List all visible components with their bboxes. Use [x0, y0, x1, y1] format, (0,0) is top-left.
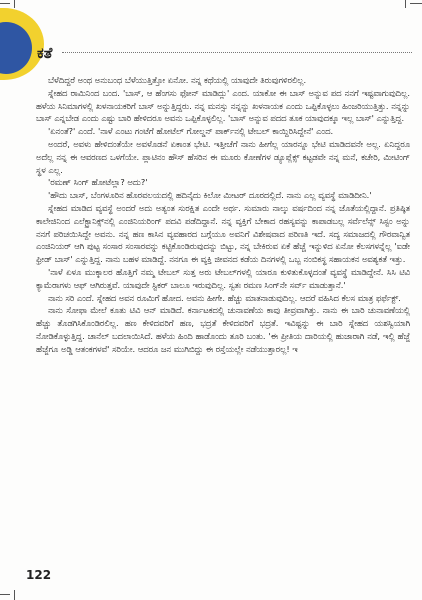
body-paragraph: ನಾನು ಸೋಫಾ ಮೇಲೆ ಕೂತು ಟಿವಿ ಆನ್ ಮಾಡಿದೆ. ಕರ್ನಾಟಕದಲ್ಲಿ ಚುನಾವಣೆಯ ಕಾವು ತೀವ್ರವಾಗಿತ್ತು. ನಾನು ಈ ಬಾರಿ ಚುನಾವಣೆಯಲ್ಲಿ ಹೆಚ್ಚು ತೊಡಗಿಸಿಕೊಂಡಿರಲಿಲ್ಲ. ಹಣ ಕೇಳಿದವರಿಗೆ ಹಣ, ಭದ್ರತೆ ಕೇಳಿದವರಿಗೆ ಭದ್ರತೆ. ಇವಿಷ್ಟನ್ನು ಈ ಬಾರಿ ಸ್ನೇಹದ ಯಶಸ್ವಿಯಾಗಿ ನೋಡಿಕೊಳ್ಳುತ್ತಿದ್ದ. ಚಾನೆಲ್ ಬದಲಾಯಿಸಿದೆ. ಹಳೆಯ ಹಿಂದಿ ಹಾಡೊಂದು ತೂರಿ ಬಂತು. 'ಈ ಪ್ರೀತಿಯ ದಾರಿಯಲ್ಲಿ ಹುಜಾರಾಗಿ ನಡೆ, ಇಲ್ಲಿ ಹೆಜ್ಜೆ ಹೆಜ್ಜೆಗೂ ಅಡ್ಡಿ ಆತಂಕಗಳವೆ' ಸರಿಯೇ. ಆದರೂ ಜನ ಮುಗಿಬಿದ್ದು ಈ ರಸ್ತೆಯಲ್ಲೇ ನಡೆಯುತ್ತಾರಲ್ಲ! ಇ	[36, 305, 410, 354]
crop-mark-top-right	[410, 3, 422, 4]
body-text	[36, 74, 410, 356]
heading-dotted-rule	[62, 52, 412, 53]
body-paragraph: 'ರಮಣ್ ಸಿಂಗ್ ಹೋಟೆಲ್ಲಾ? ಅದು?'	[48, 177, 148, 188]
body-paragraph: ನಾನು ಸರಿ ಎಂದೆ. ಸ್ನೇಹದ ಅವನ ರೂಮಿಗೆ ಹೋದ. ಅವನು ಹೀಗೇ. ಹೆಚ್ಚು ಮಾತನಾಡುವುದಿಲ್ಲ. ಆದರೆ ವಹಿಸಿದ ಕೆಲಸ ಮಾತ್ರ ಫರ್ಫೆಕ್ಟ್.	[48, 292, 401, 303]
body-paragraph: ಸ್ನೇಹದ ರಾಮಿನಿಂದ ಬಂದ. 'ಬಾಸ್, ಆ ಹೆಂಗಸು ಫೋನ್ ಮಾಡಿದ್ಲು' ಎಂದ. ಯಾಕೋ ಈ ಬಾಸ್ ಅನ್ನುವ ಪದ ನನಗೆ ಇಷ್ಟವಾಗುವುದಿಲ್ಲ. ಹಳೆಯ ಸಿನಿಮಾಗಳಲ್ಲಿ ಖಳನಾಯಕರಿಗೆ ಬಾಸ್ ಅನ್ನುತ್ತಿದ್ದರು. ನನ್ನ ಮನಸ್ಸು ನನ್ನನ್ನು ಖಳನಾಯಕ ಎಂದು ಒಪ್ಪಿಕೊಳ್ಳಲು ಹಿಂಜರಿಯುತ್ತಿತ್ತು. ನನ್ನನ್ನು ಬಾಸ್ ಎನ್ನಬೇಡ ಎಂದು ಎಷ್ಟು ಬಾರಿ ಹೇಳಿದರೂ ಅವನು ಒಪ್ಪಿಕೊಳ್ಳಲಿಲ್ಲ. 'ಬಾಸ್ ಅನ್ನುವ ಪದದ ತೂಕ ಯಾವುದಕ್ಕೂ ಇಲ್ಲ ಬಾಸ್' ಎನ್ನುತ್ತಿದ್ದ.	[36, 87, 410, 124]
section-heading: ಕತೆ	[37, 44, 53, 62]
crop-mark-bottom-left	[0, 594, 10, 595]
body-paragraph: ಅಂದರೆ, ಅವಳು ಹೇಳಿದಂತೆಯೇ ಅವಳೊಡನೆ ಏಕಾಂತ ಭೇಟಿ. ಇತ್ತೀಚೆಗೆ ನಾನು ಹೀಗೆಲ್ಲ ಯಾರನ್ನೂ ಭೇಟಿ ಮಾಡಿದವನೇ ಅಲ್ಲ. ಏನಿದ್ದರೂ ಅದೆಲ್ಲ ನನ್ನ ಈ ಆವರಣದ ಒಳಗೆಯೇ. ಪ್ಲಾಟಿನಂ ಹೌಸ್ ಹೆಸರಿನ ಈ ಮೂರು ಕೋಣೆಗಳ ಡ್ಯೂಪ್ಲೆಕ್ಸ್ ಕಟ್ಟಡವೇ ನನ್ನ ಮನೆ, ಕಚೇರಿ, ಮೀಟಿಂಗ್ ಸ್ಥಳ ಎಲ್ಲ.	[36, 138, 410, 175]
body-paragraph: 'ನಾಳೆ ಏಳೂ ಮುಕ್ಕಾಲರ ಹೊತ್ತಿಗೆ ನಮ್ಮ ಟೇಬಲ್ ಸುತ್ತ ಅರು ಟೇಬಲ್‌ಗಳಲ್ಲಿ ಯಾರೂ ಕುಳಿತುಕೊಳ್ಳದಂತೆ ವ್ಯವಸ್ಥೆ ಮಾಡಿದ್ದೇನೆ. ಸಿಸಿ ಟಿವಿ ಕ್ಯಾಮೆರಾಗಳು ಆಫ್ ಆಗಿರುತ್ತವೆ. ಯಾವುದೇ ಸ್ಟಿಕರ್ ಬಾಲೂ ಇರುವುದಿಲ್ಲ. ಸ್ವತಃ ರಮಣ ಸಿಂಗ್‌ನೇ ಸರ್ವ್ ಮಾಡುತ್ತಾನೆ.'	[36, 266, 410, 290]
crop-mark-top-right-vertical	[405, 0, 406, 8]
body-paragraph: ಬೆಳೆದಿದ್ದರೆ ಅಂಥ ಅನುಬಂಧ ಬೆಳೆಯುತ್ತಿತ್ತೋ ಏನೋ. ನನ್ನ ಕಥೆಯಲ್ಲಿ ಯಾವುದೇ ತಿರುವುಗಳಿರಲಿಲ್ಲ.	[48, 75, 307, 85]
body-paragraph: 'ಏನಂತೆ?' ಎಂದೆ. 'ನಾಳೆ ಎಂಟು ಗಂಟೆಗೆ ಹೋಟೆಲ್ ಗೋಲ್ಡನ್ ಪಾರ್ಕ್‌ನಲ್ಲಿ ಟೇಬಲ್ ಕಾಯ್ದಿರಿಸಿದ್ದೇನೆ' ಎಂದ.	[48, 126, 334, 137]
page-number: 122	[26, 568, 52, 582]
body-paragraph: 'ಹೌದು ಬಾಸ್, ಬೆಂಗಳೂರಿನ ಹೊರವಲಯದಲ್ಲಿ ಹದಿನೈದು ಕಿಲೋ ಮೀಟರ್ ದೂರದಲ್ಲಿದೆ. ನಾನು ಎಲ್ಲ ವ್ಯವಸ್ಥೆ ಮಾಡಿದೀನಿ.'	[48, 190, 372, 201]
body-paragraph: ಸ್ನೇಹದ ಮಾಡಿದ ವ್ಯವಸ್ಥೆ ಅಂದರೆ ಅದು ಅತ್ಯಂತ ಸುರಕ್ಷಿತ ಎಂದೇ ಅರ್ಥ. ಸುಮಾರು ನಾಲ್ಕು ವರ್ಷದಿಂದ ನನ್ನ ಜೊತೆಯಲ್ಲಿದ್ದಾನೆ. ಪ್ರತಿಷ್ಠಿತ ಕಾಲೇಜಿನಿಂದ ಎಲೆಕ್ಟ್ರಾನಿಕ್ಸ್‌ನಲ್ಲಿ ಎಂಜಿನಿಯರಿಂಗ್ ಪದವಿ ಪಡೆದಿದ್ದಾನೆ. ನನ್ನ ವ್ಯಕ್ತಿಗೆ ಬೇಕಾದ ರಹಸ್ಯವನ್ನು ಕಾಪಾಡಬಲ್ಲ ಸರ್ವೆಲೆನ್ಸ್ ಸಿಸ್ಟಂ ಅನ್ನು ನನಗೆ ಪರಿಚಯಿಸಿದ್ದೇ ಅವನು. ನನ್ನ ಹಣ ಕಾಸಿನ ವ್ಯವಹಾರದ ಬಗ್ಗೆಯೂ ಅವನಿಗೆ ವಿಶೇಷವಾದ ಪರಿಣತಿ ಇದೆ. ಸದ್ಯ ಸಮಾಜದಲ್ಲಿ ಗೌರವಾನ್ವಿತ ಎಂಜಿನಿಯರ್ ಆಗಿ ಪುಟ್ಟ ಸಂಸಾರ ಸಂಸಾರವನ್ನು ಕಟ್ಟಿಕೊಂಡಿರುವುದನ್ನು ಬಿಟ್ಟು, ನನ್ನ ಬೇಕಿರುವ ಏಕೆ ಹೆಚ್ಚೆ ಇನ್ನುಳಿದ ಏನೋ ಕೆಲಸಗಳನ್ನೆಲ್ಲ 'ಐಡೇ ಫ್ರೀಡ್ ಬಾಸ್' ಎನ್ನುತ್ತಿದ್ದ. ನಾನು ಬಹಳ ಮಾಡಿದ್ದೆ. ನನಗೂ ಈ ವ್ಯಕ್ತಿ ಜೀವನದ ಕಡೆಯ ದಿನಗಳಲ್ಲಿ ಒಬ್ಬ ನಂಬಿಕಸ್ಥ ಸಹಾಯಕನ ಅವಶ್ಯಕತೆ ಇತ್ತು.	[36, 202, 410, 265]
crop-mark-bottom-left-vertical	[14, 590, 15, 600]
crop-mark-top-left-vertical	[14, 0, 15, 8]
crop-mark-top-left	[0, 3, 10, 4]
